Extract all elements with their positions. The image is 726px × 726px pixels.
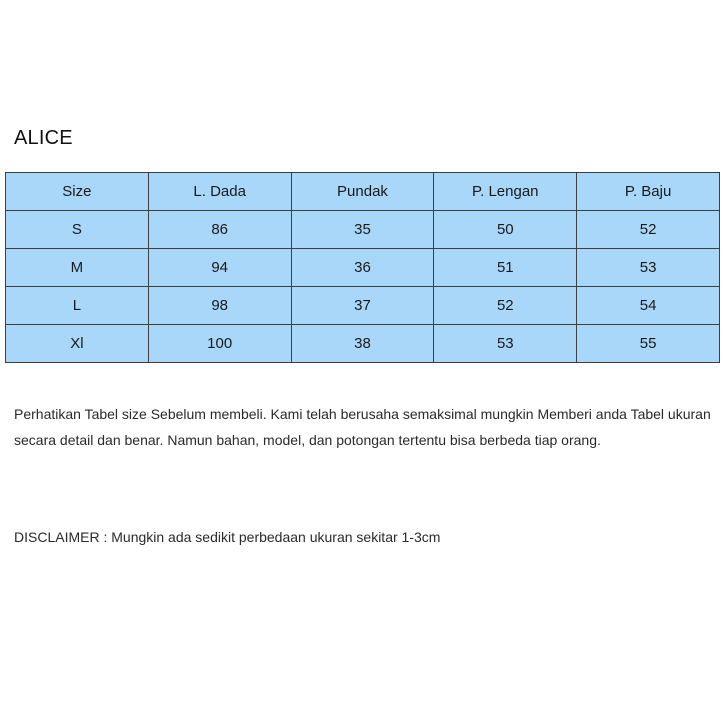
header-size: Size (6, 173, 149, 211)
cell-l-dada: 98 (148, 287, 291, 325)
disclaimer-text: DISCLAIMER : Mungkin ada sedikit perbedaan ukuran sekitar 1-3cm (14, 529, 441, 545)
cell-size: M (6, 249, 149, 287)
cell-pundak: 36 (291, 249, 434, 287)
cell-p-lengan: 51 (434, 249, 577, 287)
cell-pundak: 38 (291, 325, 434, 363)
size-chart-table (5, 172, 720, 363)
header-p-baju: P. Baju (577, 173, 720, 211)
table-header-row (6, 173, 720, 211)
header-pundak: Pundak (291, 173, 434, 211)
page-title: ALICE (14, 127, 73, 149)
cell-p-baju: 55 (577, 325, 720, 363)
cell-size: Xl (6, 325, 149, 363)
header-p-lengan: P. Lengan (434, 173, 577, 211)
cell-p-baju: 53 (577, 249, 720, 287)
table-row (6, 287, 720, 325)
size-note-paragraph: Perhatikan Tabel size Sebelum membeli. Kami telah berusaha semaksimal mungkin Memberi anda Tabel ukuran secara detail dan benar. Namun bahan, model, dan potongan tertentu bisa berbeda tiap orang. (14, 406, 711, 448)
cell-p-lengan: 50 (434, 211, 577, 249)
cell-p-baju: 54 (577, 287, 720, 325)
cell-pundak: 37 (291, 287, 434, 325)
cell-l-dada: 86 (148, 211, 291, 249)
cell-size: L (6, 287, 149, 325)
table-row (6, 211, 720, 249)
cell-pundak: 35 (291, 211, 434, 249)
header-l-dada: L. Dada (148, 173, 291, 211)
cell-l-dada: 94 (148, 249, 291, 287)
table-row (6, 249, 720, 287)
cell-l-dada: 100 (148, 325, 291, 363)
cell-p-lengan: 52 (434, 287, 577, 325)
cell-p-lengan: 53 (434, 325, 577, 363)
table-row (6, 325, 720, 363)
cell-size: S (6, 211, 149, 249)
cell-p-baju: 52 (577, 211, 720, 249)
